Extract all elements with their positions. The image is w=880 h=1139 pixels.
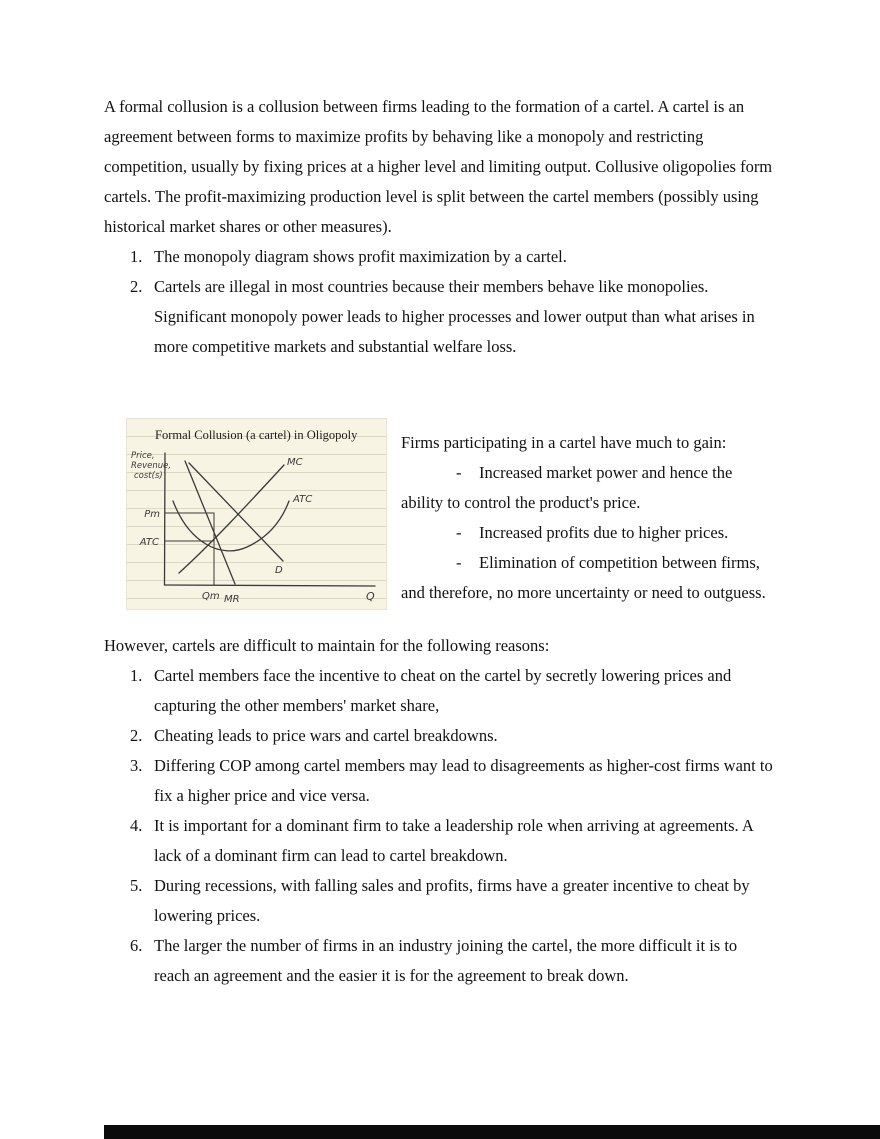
list-number: 3. bbox=[130, 756, 143, 775]
gain-item bbox=[401, 458, 776, 518]
list-item-text: Cartel members face the incentive to cheat on the cartel by secretly lowering prices and capturing the other members' market share, bbox=[154, 666, 732, 715]
list-item bbox=[104, 751, 776, 811]
q-label: Q bbox=[366, 590, 375, 603]
list-number: 4. bbox=[130, 816, 143, 835]
gain-item-text: Increased profits due to higher prices. bbox=[479, 523, 729, 542]
list-item-text: The monopoly diagram shows profit maximization by a cartel. bbox=[154, 247, 567, 266]
list-item-text: It is important for a dominant firm to take a leadership role when arriving at agreements. A lack of a dominant firm can lead to cartel breakdown. bbox=[154, 816, 753, 865]
list-item bbox=[104, 721, 776, 751]
list-number: 1. bbox=[130, 666, 143, 685]
atc-curve-label: ATC bbox=[293, 494, 313, 505]
list-item-text: The larger the number of firms in an industry joining the cartel, the more difficult it is to reach an agreement and the easier it is for the agreement to break down. bbox=[154, 936, 738, 985]
list-item bbox=[104, 871, 776, 931]
qm-label: Qm bbox=[202, 591, 220, 602]
list-number: 2. bbox=[130, 277, 143, 296]
demand-curve bbox=[189, 463, 283, 561]
cartel-diagram-figure bbox=[126, 418, 387, 610]
gain-item bbox=[401, 518, 776, 548]
mr-curve bbox=[185, 461, 235, 584]
gains-column bbox=[387, 418, 776, 608]
intro-paragraph: A formal collusion is a collusion between firms leading to the formation of a cartel. A cartel is an agreement between forms to maximize profits by behaving like a monopoly and restricting competition, usually by fixing prices at a higher level and limiting output. Collusive oligopolies form cartels. The profit-maximizing production level is split between the cartel members (possibly using historical market shares or other measures). bbox=[104, 97, 773, 236]
list-item bbox=[104, 931, 776, 991]
x-axis-line bbox=[165, 585, 376, 586]
reasons-list bbox=[104, 661, 776, 991]
atc-curve bbox=[173, 501, 289, 551]
demand-label: D bbox=[275, 565, 283, 576]
dash-bullet: - bbox=[456, 463, 462, 482]
list-number: 6. bbox=[130, 936, 143, 955]
axis-label-price: Price, bbox=[131, 451, 155, 461]
monopoly-points-list bbox=[104, 242, 776, 362]
y-axis-line bbox=[165, 453, 166, 585]
list-item-text: Cartels are illegal in most countries because their members behave like monopolies. Significant monopoly power leads to higher processes and lower output than what arises in more competitive markets and substantial welfare loss. bbox=[154, 277, 755, 356]
list-item-text: Cheating leads to price wars and cartel breakdowns. bbox=[154, 726, 498, 745]
mr-label: MR bbox=[224, 594, 240, 605]
atc-axis-label: ATC bbox=[139, 537, 159, 548]
list-item bbox=[104, 661, 776, 721]
gain-item-text: Elimination of competition between firms, and therefore, no more uncertainty or need to outguess. bbox=[401, 553, 766, 602]
next-element-edge-bar bbox=[104, 1125, 880, 1139]
mc-label: MC bbox=[287, 457, 303, 468]
list-item-text: Differing COP among cartel members may lead to disagreements as higher-cost firms want to fix a higher price and vice versa. bbox=[154, 756, 773, 805]
cartel-diagram bbox=[127, 445, 386, 609]
axis-label-revenue: Revenue, bbox=[131, 461, 172, 471]
list-item-text: During recessions, with falling sales and profits, firms have a greater incentive to cheat by lowering prices. bbox=[154, 876, 750, 925]
axis-label-costs: cost(s) bbox=[134, 471, 163, 481]
list-item bbox=[104, 242, 776, 272]
figure-caption: Formal Collusion (a cartel) in Oligopoly bbox=[155, 428, 358, 442]
gains-intro: Firms participating in a cartel have much to gain: bbox=[401, 433, 727, 452]
list-item bbox=[104, 272, 776, 362]
pm-label: Pm bbox=[144, 509, 160, 520]
list-number: 1. bbox=[130, 247, 143, 266]
list-item bbox=[104, 811, 776, 871]
however-paragraph: However, cartels are difficult to maintain for the following reasons: bbox=[104, 636, 550, 655]
dash-bullet: - bbox=[456, 523, 462, 542]
dash-bullet: - bbox=[456, 553, 462, 572]
mc-curve bbox=[179, 465, 284, 573]
gain-item-text: Increased market power and hence the ability to control the product's price. bbox=[401, 463, 733, 512]
figure-section bbox=[104, 418, 776, 610]
list-number: 5. bbox=[130, 876, 143, 895]
list-number: 2. bbox=[130, 726, 143, 745]
gain-item bbox=[401, 548, 776, 608]
